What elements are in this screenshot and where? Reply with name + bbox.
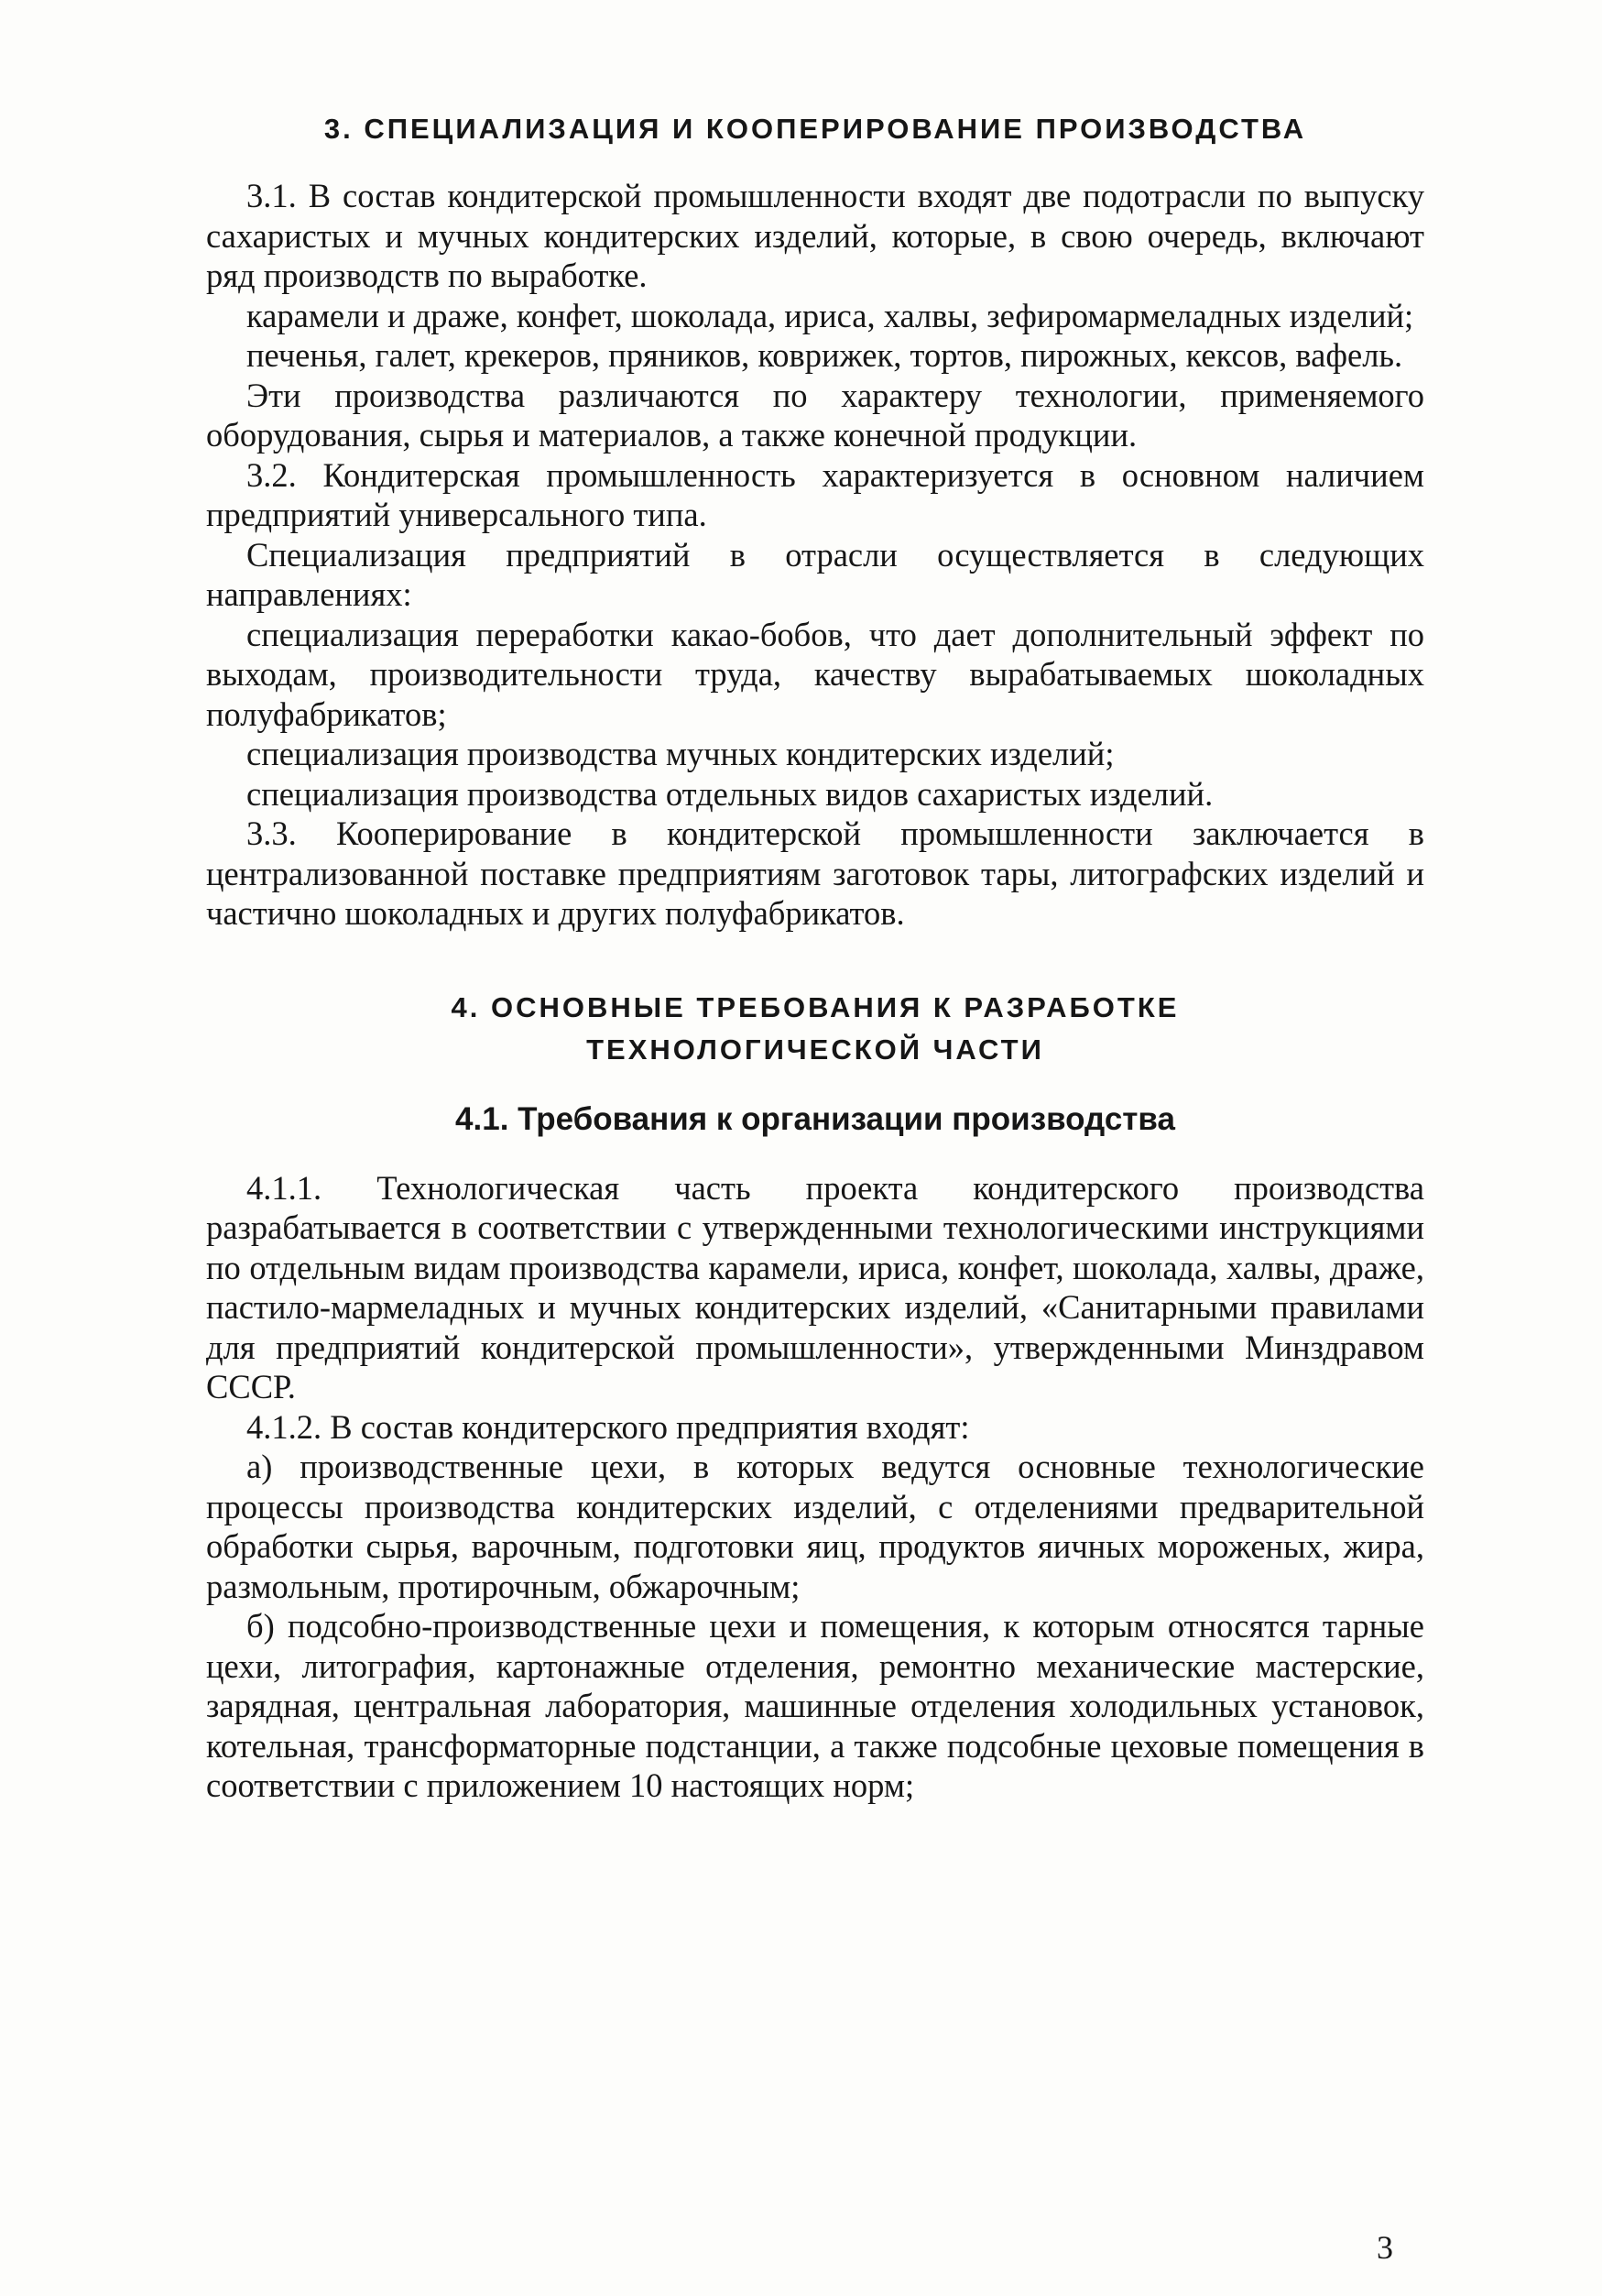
list-item-cocoa: специализация переработки какао-бобов, что дает дополнительный эффект по выходам, производительности труда, качеству вырабатываемых шоколадных полуфабрикатов; (206, 615, 1424, 733)
section-3-heading: 3. СПЕЦИАЛИЗАЦИЯ И КООПЕРИРОВАНИЕ ПРОИЗВОДСТВА (323, 113, 1307, 145)
text-column (206, 108, 1424, 1806)
paragraph-3-1: 3.1. В состав кондитерской промышленности входят две подотрасли по выпуску сахаристых и мучных кондитерских изделий, которые, в свою очередь, включают ряд производств по выработке. (206, 177, 1424, 294)
list-item-a: а) производственные цехи, в которых ведутся основные технологические процессы производства кондитерских изделий, с отделениями предварительной обработки сырья, варочным, подготовки яиц, продуктов яичных мороженых, жира, размольным, протирочным, обжарочным; (206, 1448, 1424, 1605)
list-item-sugar-specialization: специализация производства отдельных видов сахаристых изделий. (246, 774, 1214, 813)
paragraph-specialization: Специализация предприятий в отрасли осуществляется в следующих направлениях: (206, 535, 1424, 613)
paragraph-3-2: 3.2. Кондитерская промышленность характеризуется в основном наличием предприятий универсального типа. (206, 455, 1424, 533)
section-4-heading-line-2: ТЕХНОЛОГИЧЕСКОЙ ЧАСТИ (586, 1033, 1044, 1066)
list-item-flour-specialization: специализация производства мучных кондитерских изделий; (246, 735, 1115, 772)
list-item-sugar-products: карамели и драже, конфет, шоколада, ириса, халвы, зефиромармеладных изделий; (246, 296, 1414, 334)
paragraph-4-1-1: 4.1.1. Технологическая часть проекта кондитерского производства разрабатывается в соответствии с утвержденными технологическими инструкциями по отдельным видам производства карамели, ириса, конфет, шоколада, халвы, драже, пастило-мармеладных и мучных кондитерских изделий, «Санитарными правилами для предприятий кондитерской промышленности», утвержденными Минздравом СССР. (206, 1168, 1424, 1405)
paragraph-4-1-2: 4.1.2. В состав кондитерского предприятия входят: (246, 1407, 970, 1446)
list-item-b: б) подсобно-производственные цехи и помещения, к которым относятся тарные цехи, литография, картонажные отделения, ремонтно механические мастерские, зарядная, центральная лаборатория, машинные отделения холодильных установок, котельная, трансформаторные подстанции, а также подсобные цеховые помещения в соответствии с приложением 10 настоящих норм; (206, 1607, 1424, 1804)
section-4-heading-line-1: 4. ОСНОВНЫЕ ТРЕБОВАНИЯ К РАЗРАБОТКЕ (451, 990, 1180, 1023)
paragraph-differences: Эти производства различаются по характеру технологии, применяемого оборудования, сырья и материалов, а также конечной продукции. (206, 376, 1424, 454)
subsection-4-1-heading: 4.1. Требования к организации производства (455, 1100, 1175, 1137)
list-item-flour-products: печенья, галет, крекеров, пряников, коврижек, тортов, пирожных, кексов, вафель. (246, 336, 1403, 374)
paragraph-3-3: 3.3. Кооперирование в кондитерской промышленности заключается в централизованной поставке предприятиям заготовок тары, литографских изделий и частично шоколадных и других полуфабрикатов. (206, 815, 1424, 932)
page-number: 3 (1377, 2229, 1393, 2266)
